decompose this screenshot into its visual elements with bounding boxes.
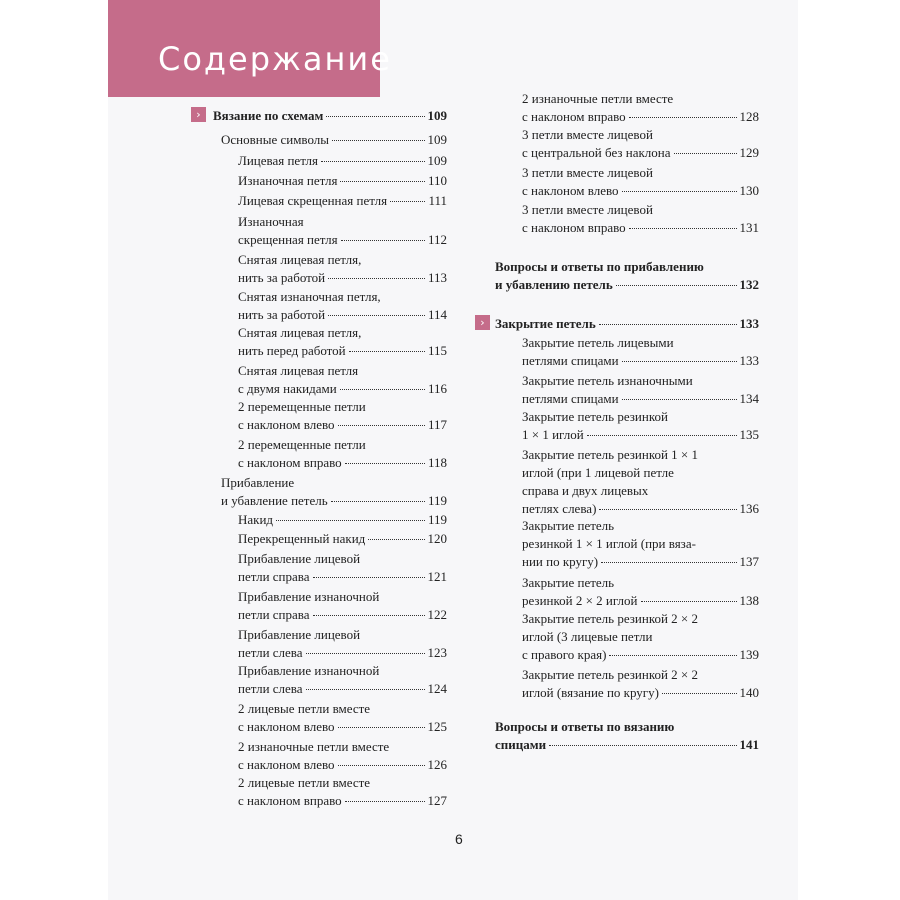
toc-entry-title: Вопросы и ответы по вязанию: [495, 719, 675, 734]
toc-entry-title: Снятая изнаночная петля,: [238, 289, 381, 304]
toc-entry[interactable]: [238, 172, 447, 190]
toc-entry[interactable]: [522, 446, 759, 518]
dot-leader: [338, 727, 425, 728]
toc-page-number: 139: [739, 647, 759, 662]
page-title: Содержание: [158, 40, 392, 78]
toc-entry[interactable]: [238, 152, 447, 170]
toc-page-number: 135: [739, 427, 759, 442]
toc-entry[interactable]: [522, 164, 759, 200]
toc-entry[interactable]: [238, 192, 447, 210]
toc-page-number: 137: [739, 554, 759, 569]
toc-entry-title: 3 петли вместе лицевой: [522, 127, 653, 142]
toc-page-number: 129: [739, 145, 759, 160]
toc-entry-title: Накид: [238, 512, 274, 527]
toc-entry-title: скрещенная петля: [238, 232, 338, 247]
toc-entry-title: Прибавление изнаночной: [238, 589, 380, 604]
toc-entry[interactable]: [522, 126, 759, 162]
dot-leader: [674, 153, 737, 154]
toc-page-number: 121: [427, 569, 447, 584]
dot-leader: [276, 520, 425, 521]
toc-entry[interactable]: [238, 626, 447, 662]
toc-entry-title: с наклоном влево: [238, 417, 335, 432]
toc-entry-title: петлями спицами: [522, 391, 619, 406]
dot-leader: [662, 693, 737, 694]
toc-page-number: 114: [427, 307, 447, 322]
toc-entry-title: справа и двух лицевых: [522, 483, 649, 498]
toc-entry-title: Перекрещенный накид: [238, 531, 366, 546]
toc-entry-title: Закрытие петель: [522, 575, 615, 590]
toc-entry-title: иглой (вязание по кругу): [522, 685, 659, 700]
toc-entry-title: Изнаночная петля: [238, 173, 338, 188]
dot-leader: [609, 655, 736, 656]
toc-page-number: 134: [739, 391, 759, 406]
toc-entry[interactable]: [238, 700, 447, 736]
dot-leader: [599, 324, 737, 325]
toc-page-number: 131: [739, 220, 759, 235]
toc-entry-title: и убавлению петель: [495, 277, 613, 292]
toc-entry-title: Закрытие петель: [495, 316, 596, 331]
dot-leader: [622, 191, 737, 192]
toc-entry[interactable]: [238, 738, 447, 774]
toc-entry-title: Прибавление изнаночной: [238, 663, 380, 678]
toc-entry-title: Прибавление: [221, 475, 295, 490]
toc-entry[interactable]: [522, 610, 759, 664]
toc-section[interactable]: [213, 107, 447, 125]
toc-entry-title: с наклоном вправо: [238, 455, 342, 470]
toc-entry[interactable]: [238, 398, 447, 434]
toc-entry-title: 3 петли вместе лицевой: [522, 202, 653, 217]
toc-page-number: 119: [427, 493, 447, 508]
dot-leader: [332, 140, 424, 141]
toc-entry-title: Закрытие петель лицевыми: [522, 335, 674, 350]
toc-entry-title: и убавление петель: [221, 493, 328, 508]
dot-leader: [629, 228, 737, 229]
toc-entry[interactable]: [238, 436, 447, 472]
toc-entry-title: нии по кругу): [522, 554, 599, 569]
dot-leader: [331, 501, 425, 502]
toc-page-number: 132: [739, 277, 759, 292]
toc-entry-title: с правого края): [522, 647, 607, 662]
toc-entry-title: с наклоном влево: [238, 757, 335, 772]
toc-page-number: 118: [427, 455, 447, 470]
toc-entry-title: с наклоном вправо: [522, 220, 626, 235]
toc-entry-title: 1 × 1 иглой: [522, 427, 584, 442]
toc-page-number: 138: [739, 593, 759, 608]
toc-page-number: 141: [739, 737, 759, 752]
toc-entry-title: Снятая лицевая петля,: [238, 252, 362, 267]
toc-entry-title: Прибавление лицевой: [238, 551, 361, 566]
toc-entry-title: Лицевая скрещенная петля: [238, 193, 388, 208]
toc-section[interactable]: [495, 258, 759, 294]
toc-page-number: 127: [427, 793, 447, 808]
toc-entry-title: спицами: [495, 737, 547, 752]
toc-page-number: 123: [427, 645, 447, 660]
toc-entry-title: Закрытие петель резинкой 1 × 1: [522, 447, 699, 462]
toc-entry-title: иглой (3 лицевые петли: [522, 629, 653, 644]
toc-entry-title: с наклоном влево: [522, 183, 619, 198]
toc-entry-title: петли слева: [238, 681, 303, 696]
dot-leader: [345, 801, 425, 802]
dot-leader: [390, 201, 425, 202]
toc-entry-title: Основные символы: [221, 132, 330, 147]
toc-entry-title: с наклоном влево: [238, 719, 335, 734]
toc-page-number: 126: [427, 757, 447, 772]
dot-leader: [340, 181, 425, 182]
toc-section[interactable]: [495, 315, 759, 333]
toc-entry[interactable]: [522, 517, 759, 571]
toc-entry[interactable]: [522, 666, 759, 702]
toc-entry-title: Лицевая петля: [238, 153, 319, 168]
dot-leader: [328, 278, 425, 279]
toc-entry[interactable]: [238, 251, 447, 287]
toc-page-number: 109: [427, 132, 447, 147]
dot-leader: [341, 240, 425, 241]
toc-page-number: 115: [427, 343, 447, 358]
toc-entry[interactable]: [238, 774, 447, 810]
dot-leader: [321, 161, 424, 162]
toc-page-number: 133: [739, 316, 759, 331]
toc-entry-title: 2 изнаночные петли вместе: [238, 739, 390, 754]
toc-entry-title: 3 петли вместе лицевой: [522, 165, 653, 180]
toc-page-number: 119: [427, 512, 447, 527]
toc-entry[interactable]: [238, 550, 447, 586]
toc-entry-title: 2 лицевые петли вместе: [238, 775, 371, 790]
toc-entry-title: Вопросы и ответы по прибавлению: [495, 259, 704, 274]
toc-page-number: 116: [427, 381, 447, 396]
toc-entry-title: нить за работой: [238, 307, 326, 322]
dot-leader: [313, 577, 425, 578]
toc-entry[interactable]: [522, 90, 759, 126]
toc-entry-title: нить перед работой: [238, 343, 346, 358]
dot-leader: [599, 509, 736, 510]
dot-leader: [345, 463, 425, 464]
toc-entry-title: Изнаночная: [238, 214, 304, 229]
dot-leader: [340, 389, 425, 390]
toc-page-number: 124: [427, 681, 447, 696]
dot-leader: [306, 653, 425, 654]
toc-entry[interactable]: [238, 588, 447, 624]
toc-page-number: 125: [427, 719, 447, 734]
toc-entry-title: Закрытие петель изнаночными: [522, 373, 693, 388]
dot-leader: [326, 116, 424, 117]
toc-page-number: 140: [739, 685, 759, 700]
toc-entry-title: резинкой 2 × 2 иглой: [522, 593, 638, 608]
toc-page-number: 117: [427, 417, 447, 432]
dot-leader: [338, 425, 425, 426]
toc-entry-title: Закрытие петель резинкой: [522, 409, 668, 424]
toc-entry[interactable]: [238, 213, 447, 249]
toc-entry-title: Прибавление лицевой: [238, 627, 361, 642]
toc-entry-title: с центральной без наклона: [522, 145, 671, 160]
dot-leader: [629, 117, 737, 118]
toc-entry-title: петли справа: [238, 569, 310, 584]
toc-page-number: 136: [739, 501, 759, 516]
toc-entry[interactable]: [238, 530, 447, 548]
toc-page-number: 133: [739, 353, 759, 368]
toc-page-number: 122: [427, 607, 447, 622]
toc-entry-title: Закрытие петель резинкой 2 × 2: [522, 667, 699, 682]
toc-entry[interactable]: [522, 408, 759, 444]
dot-leader: [641, 601, 737, 602]
toc-entry-title: с наклоном вправо: [522, 109, 626, 124]
dot-leader: [368, 539, 424, 540]
toc-entry-title: 2 лицевые петли вместе: [238, 701, 371, 716]
toc-entry-title: с двумя накидами: [238, 381, 337, 396]
toc-entry-title: нить за работой: [238, 270, 326, 285]
toc-entry-title: петли справа: [238, 607, 310, 622]
toc-entry-title: Вязание по схемам: [213, 108, 324, 123]
toc-entry[interactable]: [522, 574, 759, 610]
toc-entry[interactable]: [238, 324, 447, 360]
toc-entry-title: 2 изнаночные петли вместе: [522, 91, 674, 106]
toc-page-number: 109: [427, 108, 447, 123]
dot-leader: [622, 361, 737, 362]
toc-entry[interactable]: [238, 288, 447, 324]
toc-entry-title: иглой (при 1 лицевой петле: [522, 465, 674, 480]
dot-leader: [328, 315, 425, 316]
toc-entry-title: Снятая лицевая петля: [238, 363, 359, 378]
toc-entry-title: с наклоном вправо: [238, 793, 342, 808]
toc-entry[interactable]: [221, 474, 447, 510]
toc-page-number: 110: [427, 173, 447, 188]
toc-entry-title: Закрытие петель резинкой 2 × 2: [522, 611, 699, 626]
dot-leader: [616, 285, 737, 286]
toc-entry-title: 2 перемещенные петли: [238, 399, 366, 414]
toc-page-number: 130: [739, 183, 759, 198]
toc-page-number: 128: [739, 109, 759, 124]
toc-entry-title: Снятая лицевая петля,: [238, 325, 362, 340]
toc-page-number: 111: [428, 193, 447, 208]
dot-leader: [306, 689, 425, 690]
toc-entry-title: петлях слева): [522, 501, 597, 516]
toc-entry-title: петли слева: [238, 645, 303, 660]
dot-leader: [313, 615, 425, 616]
toc-entry[interactable]: [522, 372, 759, 408]
dot-leader: [338, 765, 425, 766]
toc-entry[interactable]: [238, 511, 447, 529]
toc-page-number: 112: [427, 232, 447, 247]
chevron-right-icon: ›: [191, 107, 206, 122]
toc-entry-title: резинкой 1 × 1 иглой (при вязa-: [522, 536, 696, 551]
chevron-right-icon: ›: [475, 315, 490, 330]
toc-page-number: 113: [427, 270, 447, 285]
dot-leader: [549, 745, 736, 746]
toc-entry[interactable]: [221, 131, 447, 149]
toc-entry-title: Закрытие петель: [522, 518, 615, 533]
toc-section[interactable]: [495, 718, 759, 754]
dot-leader: [601, 562, 736, 563]
dot-leader: [349, 351, 425, 352]
toc-entry-title: 2 перемещенные петли: [238, 437, 366, 452]
toc-entry[interactable]: [522, 201, 759, 237]
dot-leader: [587, 435, 737, 436]
toc-entry[interactable]: [238, 662, 447, 698]
toc-entry[interactable]: [522, 334, 759, 370]
toc-page-number: 120: [427, 531, 447, 546]
toc-entry-title: петлями спицами: [522, 353, 619, 368]
toc-page-number: 109: [427, 153, 447, 168]
dot-leader: [622, 399, 737, 400]
toc-entry[interactable]: [238, 362, 447, 398]
page-number: 6: [455, 831, 463, 847]
